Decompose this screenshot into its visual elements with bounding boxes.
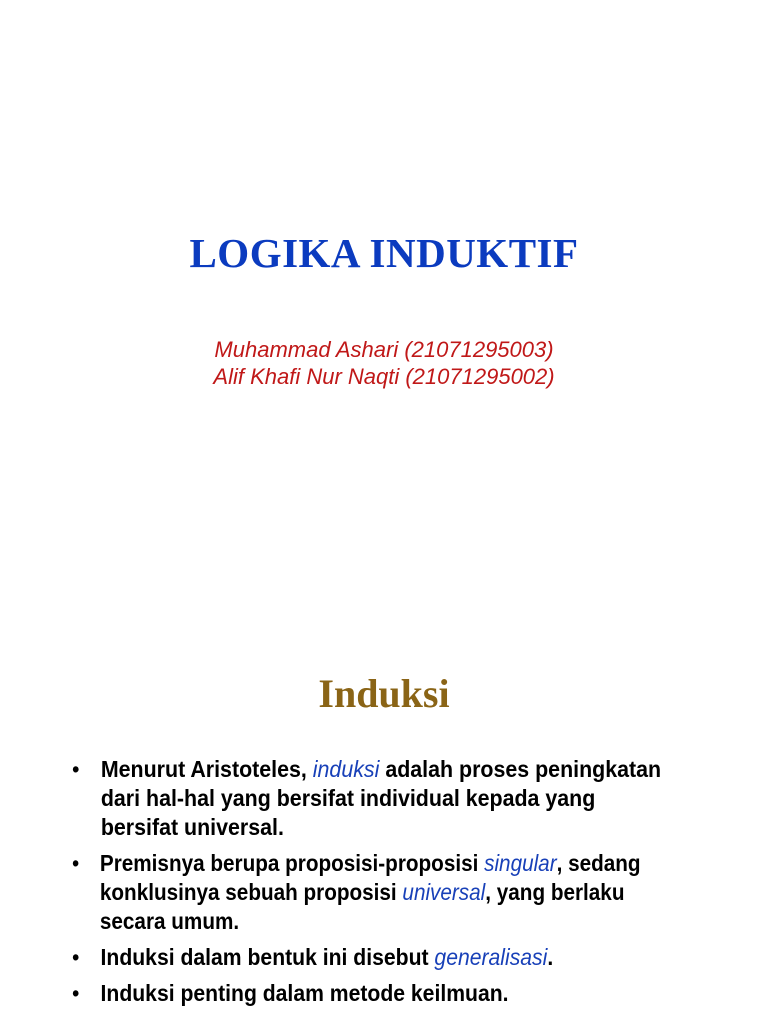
author-line: Alif Khafi Nur Naqti (21071295002) — [213, 364, 555, 389]
bullet-list — [72, 755, 712, 1015]
keyword: singular — [484, 850, 557, 876]
bullet-icon: • — [72, 980, 80, 1006]
bullet-icon: • — [72, 944, 80, 970]
bullet-text: . — [547, 944, 554, 970]
list-item — [72, 849, 648, 936]
list-item — [72, 943, 661, 972]
slide-heading: Induksi — [318, 671, 450, 716]
bullet-text: , sedang konklusinya sebuah proposisi — [99, 850, 641, 905]
bullet-text: Induksi dalam bentuk ini disebut — [100, 944, 435, 970]
authors-block — [0, 336, 768, 390]
bullet-text: Induksi penting dalam metode keilmuan. — [100, 980, 509, 1006]
bullet-text: , yang berlaku secara umum. — [99, 879, 625, 934]
bullet-icon: • — [72, 850, 80, 876]
slide-title: LOGIKA INDUKTIF — [189, 230, 579, 276]
bullet-icon: • — [72, 756, 80, 782]
keyword: generalisasi — [434, 944, 548, 970]
list-item — [72, 979, 661, 1008]
keyword: induksi — [312, 756, 380, 782]
bullet-text: Premisnya berupa proposisi-proposisi — [99, 850, 485, 876]
content-slide — [0, 512, 768, 1024]
author-line: Muhammad Ashari (21071295003) — [214, 337, 554, 362]
list-item — [72, 755, 667, 842]
bullet-text: Menurut Aristoteles, — [100, 756, 313, 782]
keyword: universal — [402, 879, 486, 905]
bullet-text: adalah proses peningkatan dari hal-hal yang bersifat individual kepada yang bersifat universal. — [100, 756, 662, 840]
